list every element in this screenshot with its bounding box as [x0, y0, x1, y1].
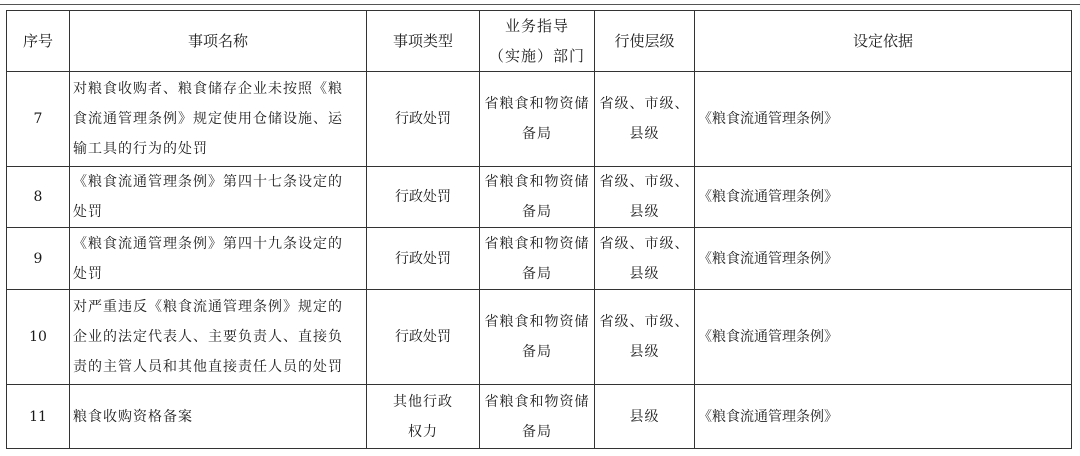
- cell-basis: 《粮食流通管理条例》: [695, 72, 1072, 167]
- cell-level: 省级、市级、 县级: [595, 228, 695, 290]
- header-basis: 设定依据: [695, 11, 1072, 72]
- cell-no: 11: [7, 385, 70, 449]
- cell-level: 省级、市级、 县级: [595, 72, 695, 167]
- cell-no: 9: [7, 228, 70, 290]
- cell-level: 省级、市级、 县级: [595, 290, 695, 385]
- table-row: [7, 72, 1072, 167]
- cell-no: 8: [7, 167, 70, 228]
- header-level: 行使层级: [595, 11, 695, 72]
- top-rule: [0, 4, 1080, 5]
- cell-level: 省级、市级、 县级: [595, 167, 695, 228]
- cell-basis: 《粮食流通管理条例》: [695, 385, 1072, 449]
- header-department: 业务指导 （实施）部门: [480, 11, 595, 72]
- cell-basis: 《粮食流通管理条例》: [695, 290, 1072, 385]
- table-row: [7, 290, 1072, 385]
- cell-item-name: 《粮食流通管理条例》第四十七条设定的 处罚: [70, 167, 367, 228]
- cell-basis: 《粮食流通管理条例》: [695, 228, 1072, 290]
- cell-item-type: 其他行政 权力: [367, 385, 480, 449]
- header-item-type: 事项类型: [367, 11, 480, 72]
- cell-no: 7: [7, 72, 70, 167]
- table-row: [7, 228, 1072, 290]
- header-row: [7, 11, 1072, 72]
- cell-department: 省粮食和物资储 备局: [480, 167, 595, 228]
- cell-level: 县级: [595, 385, 695, 449]
- cell-item-name: 对严重违反《粮食流通管理条例》规定的 企业的法定代表人、主要负责人、直接负 责的主管人员和其他直接责任人员的处罚: [70, 290, 367, 385]
- header-no: 序号: [7, 11, 70, 72]
- table-row: [7, 167, 1072, 228]
- cell-item-type: 行政处罚: [367, 228, 480, 290]
- cell-department: 省粮食和物资储 备局: [480, 290, 595, 385]
- cell-item-name: 《粮食流通管理条例》第四十九条设定的 处罚: [70, 228, 367, 290]
- header-item-name: 事项名称: [70, 11, 367, 72]
- cell-no: 10: [7, 290, 70, 385]
- cell-item-name: 粮食收购资格备案: [70, 385, 367, 449]
- cell-item-type: 行政处罚: [367, 290, 480, 385]
- cell-department: 省粮食和物资储 备局: [480, 228, 595, 290]
- cell-item-type: 行政处罚: [367, 72, 480, 167]
- cell-item-type: 行政处罚: [367, 167, 480, 228]
- cell-item-name: 对粮食收购者、粮食储存企业未按照《粮 食流通管理条例》规定使用仓储设施、运 输工具的行为的处罚: [70, 72, 367, 167]
- authority-list-table: [6, 10, 1072, 449]
- cell-department: 省粮食和物资储 备局: [480, 72, 595, 167]
- table-row: [7, 385, 1072, 449]
- cell-department: 省粮食和物资储 备局: [480, 385, 595, 449]
- cell-basis: 《粮食流通管理条例》: [695, 167, 1072, 228]
